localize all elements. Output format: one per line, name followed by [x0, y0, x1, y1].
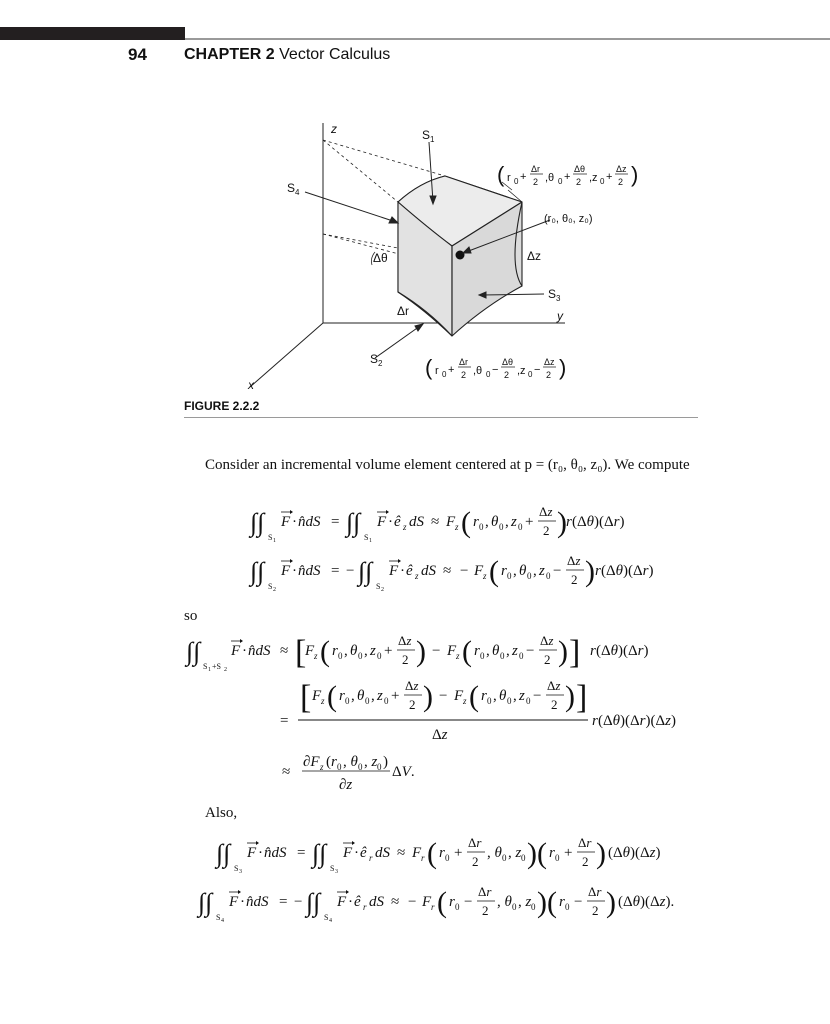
svg-text:(: ( [489, 555, 499, 588]
svg-text:−: − [492, 364, 499, 376]
svg-text:(r: (r [326, 754, 337, 770]
svg-text:ê: ê [360, 845, 367, 861]
y-axis-label: y [557, 309, 563, 323]
svg-text:1: 1 [208, 667, 211, 673]
svg-text:2: 2 [461, 370, 467, 380]
svg-text:F: F [446, 514, 456, 530]
svg-text:0: 0 [526, 696, 531, 706]
svg-text:+: + [525, 514, 534, 530]
svg-text:0: 0 [507, 696, 512, 706]
page-number: 94 [128, 45, 147, 64]
svg-text:=: = [280, 713, 289, 729]
svg-text:,: , [533, 563, 537, 579]
svg-text:0: 0 [455, 902, 460, 912]
svg-text:(Δθ)(Δr)(Δz): (Δθ)(Δr)(Δz) [598, 713, 676, 729]
svg-text:0: 0 [480, 651, 485, 661]
word-also: Also, [205, 805, 238, 821]
svg-text:·: · [388, 514, 393, 530]
svg-text:[: [ [300, 679, 312, 716]
svg-text:2: 2 [482, 903, 489, 918]
svg-text:n̂dS: n̂dS [248, 643, 271, 659]
svg-text:0: 0 [528, 370, 533, 379]
svg-text:,: , [351, 688, 355, 704]
svg-text:(: ( [462, 635, 472, 668]
svg-text:Δr: Δr [588, 884, 602, 899]
svg-text:(: ( [327, 680, 337, 713]
svg-text:0: 0 [358, 651, 363, 661]
svg-text:2: 2 [409, 697, 416, 712]
svg-text:F: F [389, 563, 399, 579]
svg-text:F: F [281, 563, 291, 579]
svg-text:z: z [511, 514, 517, 530]
svg-text:+: + [448, 364, 455, 376]
svg-text:dS: dS [369, 894, 384, 910]
svg-text:0: 0 [531, 902, 536, 912]
svg-text:3: 3 [335, 869, 338, 875]
svg-text:Δr: Δr [468, 835, 482, 850]
svg-text:dS: dS [375, 845, 390, 861]
svg-text:n̂dS: n̂dS [298, 514, 321, 530]
svg-text:F: F [474, 563, 484, 579]
svg-text:S: S [216, 913, 221, 922]
svg-text:∂z: ∂z [339, 777, 353, 793]
svg-text:r: r [592, 713, 598, 729]
svg-text:=: = [331, 563, 340, 579]
svg-text:θ: θ [519, 563, 527, 579]
svg-text:r: r [339, 688, 345, 704]
svg-text:−: − [533, 688, 542, 704]
svg-text:(: ( [469, 680, 479, 713]
svg-text:−: − [553, 563, 562, 579]
s3-label: $S_3$ [548, 287, 561, 303]
svg-text:,θ: ,θ [473, 365, 483, 377]
svg-text:): ) [558, 635, 568, 668]
svg-text:r: r [474, 643, 480, 659]
svg-text:, θ: , θ [497, 894, 512, 910]
svg-text:n̂dS: n̂dS [298, 563, 321, 579]
svg-text:θ: θ [491, 514, 499, 530]
svg-text:=: = [297, 845, 306, 861]
svg-text:2: 2 [543, 523, 550, 538]
svg-text:2: 2 [592, 903, 599, 918]
delta-z-label: Δz [527, 249, 542, 263]
svg-text:0: 0 [499, 522, 504, 532]
svg-text:2: 2 [273, 587, 276, 593]
svg-text:Δr: Δr [531, 164, 541, 174]
svg-text:,: , [344, 643, 348, 659]
equation-s3-flux [214, 835, 661, 875]
equation-s1-s2-combined [184, 633, 649, 673]
svg-text:2: 2 [576, 177, 582, 187]
svg-text:0: 0 [442, 370, 447, 379]
svg-text:): ) [606, 886, 616, 919]
svg-text:): ) [557, 506, 567, 539]
svg-text:0: 0 [377, 651, 382, 661]
svg-text:,: , [505, 514, 509, 530]
svg-text:≈: ≈ [397, 845, 406, 861]
svg-text:Δr: Δr [578, 835, 592, 850]
svg-text:0: 0 [527, 571, 532, 581]
equation-difference-quotient [280, 678, 676, 743]
svg-text:,: , [493, 688, 497, 704]
svg-text:r: r [421, 853, 425, 863]
delta-r-label: Δr [397, 304, 410, 318]
svg-text:r: r [431, 902, 435, 912]
svg-text:z: z [403, 522, 407, 532]
svg-text:): ) [383, 754, 388, 770]
svg-text:): ) [527, 837, 537, 870]
svg-text:z: z [320, 762, 324, 772]
svg-text:2: 2 [224, 667, 227, 673]
svg-text:2: 2 [381, 587, 384, 593]
svg-text:r: r [369, 853, 373, 863]
svg-text:r: r [449, 894, 455, 910]
svg-text:2: 2 [551, 697, 558, 712]
svg-text:z: z [519, 688, 525, 704]
svg-text:1: 1 [273, 538, 276, 544]
svg-text:): ) [596, 837, 606, 870]
svg-text:·: · [292, 514, 297, 530]
svg-text:+: + [606, 171, 613, 183]
svg-text:ê: ê [354, 894, 361, 910]
svg-text:Δz: Δz [540, 633, 554, 648]
svg-text:F: F [281, 514, 291, 530]
svg-text:r: r [559, 894, 565, 910]
svg-text:F: F [337, 894, 347, 910]
paragraph-consider: Consider an incremental volume element centered at p = (r₀, θ₀, z₀). We compute [205, 457, 690, 473]
svg-text:,: , [513, 563, 517, 579]
svg-text:): ) [416, 635, 426, 668]
svg-text:S: S [364, 533, 369, 542]
svg-text:(Δθ)(Δr): (Δθ)(Δr) [596, 643, 649, 659]
svg-text:,: , [485, 514, 489, 530]
svg-text:+: + [564, 845, 573, 861]
svg-text:, θ: , θ [487, 845, 502, 861]
svg-text:0: 0 [565, 902, 570, 912]
svg-text:n̂dS: n̂dS [246, 894, 269, 910]
svg-text:S: S [268, 582, 273, 591]
svg-text:F: F [422, 894, 432, 910]
svg-text:(: ( [437, 886, 447, 919]
svg-text:−: − [408, 894, 417, 910]
svg-text:Δr: Δr [478, 884, 492, 899]
svg-text:0: 0 [546, 571, 551, 581]
delta-theta-label: Δθ [373, 251, 388, 265]
svg-text:2: 2 [504, 370, 510, 380]
svg-text:∫∫: ∫∫ [346, 508, 361, 537]
svg-text:0: 0 [384, 696, 389, 706]
svg-text:r: r [590, 643, 596, 659]
svg-text:(: ( [547, 886, 557, 919]
chapter-title: Vector Calculus [279, 46, 391, 63]
svg-text:r: r [566, 514, 572, 530]
svg-text:=: = [331, 514, 340, 530]
svg-text:,: , [513, 688, 517, 704]
svg-text:n̂dS: n̂dS [264, 845, 287, 861]
svg-text:, z: , z [508, 845, 522, 861]
svg-text:≈: ≈ [443, 563, 452, 579]
svg-text:r: r [549, 845, 555, 861]
svg-text:∫∫: ∫∫ [198, 888, 213, 917]
svg-text:≈: ≈ [282, 764, 291, 780]
svg-text:2: 2 [582, 854, 589, 869]
svg-text:F: F [412, 845, 422, 861]
svg-text:Δz: Δz [567, 553, 581, 568]
svg-text:(: ( [427, 837, 437, 870]
svg-text:): ) [565, 680, 575, 713]
word-so: so [184, 608, 198, 624]
svg-text:0: 0 [377, 762, 382, 772]
svg-text:r: r [332, 643, 338, 659]
svg-text:Δz: Δz [432, 727, 448, 743]
svg-text:−: − [464, 894, 473, 910]
svg-text:, z: , z [518, 894, 532, 910]
svg-text:z: z [377, 688, 383, 704]
svg-text:, z: , z [364, 754, 378, 770]
svg-text:0: 0 [487, 696, 492, 706]
svg-text:·: · [258, 845, 263, 861]
svg-text:(: ( [461, 506, 471, 539]
svg-text:−: − [432, 643, 441, 659]
figure-caption: FIGURE 2.2.2 [184, 399, 260, 413]
svg-text:]: ] [576, 679, 588, 716]
svg-text:+S: +S [212, 662, 221, 671]
svg-text:∫∫: ∫∫ [250, 508, 265, 537]
svg-text:): ) [537, 886, 547, 919]
svg-text:+: + [520, 171, 527, 183]
svg-text:θ: θ [357, 688, 365, 704]
svg-text:): ) [585, 555, 595, 588]
svg-text:≈: ≈ [280, 643, 289, 659]
svg-text:θ: θ [492, 643, 500, 659]
svg-text:Δz: Δz [539, 504, 553, 519]
svg-text:F: F [454, 688, 464, 704]
svg-text:Δz: Δz [547, 678, 561, 693]
svg-text:+: + [564, 171, 571, 183]
svg-text:−: − [460, 563, 469, 579]
svg-text:S: S [234, 864, 239, 873]
svg-text:ê: ê [394, 514, 401, 530]
svg-text:(: ( [537, 837, 547, 870]
svg-text:−: − [534, 364, 541, 376]
equation-s1-flux [248, 504, 625, 544]
svg-text:, θ: , θ [343, 754, 358, 770]
svg-text:,: , [371, 688, 375, 704]
svg-text:∫∫: ∫∫ [186, 637, 201, 666]
svg-text:2: 2 [402, 652, 409, 667]
svg-text:0: 0 [555, 853, 560, 863]
equation-s2-flux [248, 553, 654, 593]
svg-text:ê: ê [406, 563, 413, 579]
svg-text:0: 0 [514, 177, 519, 186]
svg-text:F: F [343, 845, 353, 861]
svg-text:S: S [330, 864, 335, 873]
x-axis-label: x [248, 378, 254, 392]
svg-text:0: 0 [338, 651, 343, 661]
svg-text:Δθ: Δθ [502, 357, 514, 367]
svg-text:2: 2 [533, 177, 539, 187]
s1-label: $S_1$ [422, 128, 435, 144]
svg-text:r: r [501, 563, 507, 579]
svg-text:0: 0 [512, 902, 517, 912]
svg-text:Δz: Δz [405, 678, 419, 693]
svg-text:(Δθ)(Δr): (Δθ)(Δr) [572, 514, 625, 530]
svg-text:2: 2 [544, 652, 551, 667]
svg-text:≈: ≈ [391, 894, 400, 910]
svg-text:z: z [463, 696, 467, 706]
svg-text:−: − [574, 894, 583, 910]
svg-text:θ: θ [350, 643, 358, 659]
svg-text:0: 0 [358, 762, 363, 772]
svg-text:4: 4 [221, 918, 224, 924]
svg-text:2: 2 [618, 177, 624, 187]
svg-text:F: F [305, 643, 315, 659]
svg-text:(Δθ)(Δz): (Δθ)(Δz) [608, 845, 661, 861]
svg-text:z: z [314, 651, 318, 661]
svg-text:0: 0 [558, 177, 563, 186]
svg-text:z: z [370, 643, 376, 659]
svg-text:z: z [512, 643, 518, 659]
svg-text:θ: θ [499, 688, 507, 704]
svg-text:·: · [348, 894, 353, 910]
svg-text:3: 3 [239, 869, 242, 875]
svg-text:(: ( [425, 355, 433, 380]
svg-text:(: ( [320, 635, 330, 668]
svg-text:z: z [321, 696, 325, 706]
svg-text:+: + [391, 688, 400, 704]
svg-text:0: 0 [521, 853, 526, 863]
svg-text:0: 0 [519, 651, 524, 661]
svg-text:,θ: ,θ [545, 172, 555, 184]
svg-text:z: z [455, 522, 459, 532]
svg-text:0: 0 [345, 696, 350, 706]
svg-text:∂F: ∂F [303, 754, 320, 770]
svg-text:0: 0 [500, 651, 505, 661]
svg-text:,: , [486, 643, 490, 659]
svg-text:+: + [384, 643, 393, 659]
svg-text:z: z [415, 571, 419, 581]
svg-text:): ) [559, 355, 567, 380]
svg-text:2: 2 [472, 854, 479, 869]
svg-text:F: F [247, 845, 257, 861]
svg-text:∫∫: ∫∫ [306, 888, 321, 917]
svg-text:0: 0 [518, 522, 523, 532]
svg-text:·: · [240, 894, 245, 910]
equation-s4-flux [196, 884, 674, 924]
svg-text:0: 0 [337, 762, 342, 772]
svg-text:F: F [231, 643, 241, 659]
svg-text:2: 2 [571, 572, 578, 587]
svg-text:0: 0 [502, 853, 507, 863]
svg-text:): ) [631, 162, 639, 187]
svg-text:S: S [203, 662, 208, 671]
svg-text:S: S [268, 533, 273, 542]
svg-text:∫∫: ∫∫ [312, 839, 327, 868]
svg-text:(Δθ)(Δr): (Δθ)(Δr) [601, 563, 654, 579]
svg-text:r: r [507, 172, 511, 184]
svg-text:]: ] [569, 634, 581, 671]
svg-text:F: F [377, 514, 387, 530]
s2-label: $S_2$ [370, 352, 383, 368]
svg-text:∫∫: ∫∫ [358, 557, 373, 586]
svg-text:Δθ: Δθ [574, 164, 586, 174]
svg-text:ΔV.: ΔV. [392, 764, 415, 780]
z-axis-label: z [331, 122, 337, 136]
svg-text:(Δθ)(Δz).: (Δθ)(Δz). [618, 894, 675, 910]
svg-text:[: [ [295, 634, 307, 671]
svg-text:r: r [439, 845, 445, 861]
svg-text:≈: ≈ [431, 514, 440, 530]
svg-text:z: z [539, 563, 545, 579]
s4-label: $S_4$ [287, 181, 300, 197]
svg-text:−: − [439, 688, 448, 704]
svg-text:0: 0 [365, 696, 370, 706]
svg-text:r: r [363, 902, 367, 912]
svg-text:0: 0 [600, 177, 605, 186]
svg-text:dS: dS [409, 514, 424, 530]
svg-text:0: 0 [507, 571, 512, 581]
svg-text:r: r [595, 563, 601, 579]
svg-text:Δz: Δz [616, 164, 627, 174]
svg-text:=: = [279, 894, 288, 910]
svg-text:1: 1 [369, 538, 372, 544]
svg-text:∫∫: ∫∫ [250, 557, 265, 586]
svg-text:,z: ,z [517, 365, 526, 377]
svg-text:r: r [481, 688, 487, 704]
svg-text:,: , [506, 643, 510, 659]
svg-text:0: 0 [445, 853, 450, 863]
svg-text:·: · [400, 563, 405, 579]
svg-text:2: 2 [546, 370, 552, 380]
svg-text:·: · [354, 845, 359, 861]
svg-text:F: F [447, 643, 457, 659]
svg-text:·: · [292, 563, 297, 579]
svg-text:,: , [364, 643, 368, 659]
svg-text:Δz: Δz [544, 357, 555, 367]
svg-text:r: r [435, 365, 439, 377]
svg-text:−: − [294, 894, 303, 910]
svg-text:z: z [456, 651, 460, 661]
svg-text:0: 0 [479, 522, 484, 532]
svg-text:4: 4 [329, 918, 332, 924]
svg-text:S: S [324, 913, 329, 922]
svg-text:,z: ,z [589, 172, 598, 184]
svg-text:Δz: Δz [398, 633, 412, 648]
svg-text:−: − [346, 563, 355, 579]
svg-text:∫∫: ∫∫ [216, 839, 231, 868]
svg-text:−: − [526, 643, 535, 659]
equation-partial-derivative [282, 754, 415, 793]
svg-text:S: S [376, 582, 381, 591]
svg-text:·: · [242, 643, 247, 659]
svg-text:F: F [312, 688, 322, 704]
svg-text:): ) [423, 680, 433, 713]
center-point-label: (r₀, θ₀, z₀) [544, 213, 593, 225]
svg-text:(: ( [497, 162, 505, 187]
svg-text:r: r [473, 514, 479, 530]
svg-text:z: z [483, 571, 487, 581]
chapter-label: CHAPTER 2 [184, 46, 275, 63]
svg-text:F: F [229, 894, 239, 910]
svg-text:Δr: Δr [459, 357, 469, 367]
svg-text:dS: dS [421, 563, 436, 579]
svg-text:+: + [454, 845, 463, 861]
svg-text:0: 0 [486, 370, 491, 379]
